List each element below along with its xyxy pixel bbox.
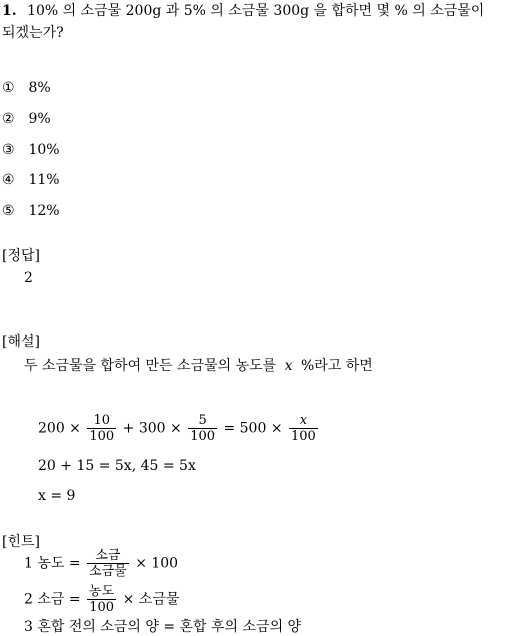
option-1-mark: ① <box>2 80 15 96</box>
hint-2-fraction-den: 100 <box>89 600 115 615</box>
hint-2-post: × 소금물 <box>122 591 180 608</box>
eq1-fraction-2-den: 100 <box>190 429 216 444</box>
hint-2-fraction <box>87 584 116 615</box>
equation-3: x = 9 <box>38 488 76 504</box>
eq1-fraction-3-den: 100 <box>291 429 316 444</box>
hint-1-fraction <box>87 548 129 579</box>
eq1-fraction-1-den: 100 <box>89 429 115 444</box>
equation-2: 20 + 15 = 5x, 45 = 5x <box>38 458 196 474</box>
question-number: 1. <box>2 3 17 19</box>
eq1-term-b: + 300 × <box>122 420 182 437</box>
hint-2-fraction-num: 농도 <box>89 584 115 599</box>
question-text-line-2: 되겠는가? <box>2 25 64 41</box>
eq1-fraction-2-num: 5 <box>188 413 217 429</box>
answer-label: [정답] <box>2 248 40 264</box>
hint-3: 3 혼합 전의 소금의 양 = 혼합 후의 소금의 양 <box>24 619 302 635</box>
eq1-term-c: = 500 × <box>223 420 283 437</box>
option-3-mark: ③ <box>2 142 15 158</box>
eq1-fraction-3 <box>289 413 318 444</box>
hint-2 <box>24 584 179 615</box>
option-4-text: 11% <box>28 172 60 188</box>
option-4-mark: ④ <box>2 172 15 188</box>
eq1-fraction-1-num: 10 <box>87 413 116 429</box>
option-4[interactable] <box>2 172 60 188</box>
hint-1 <box>24 548 178 579</box>
eq1-fraction-2 <box>188 413 217 444</box>
question-text-line-1: 10% 의 소금물 200g 과 5% 의 소금물 300g 을 합하면 몇 % 의 소금물이 <box>27 3 485 19</box>
equation-1 <box>38 413 320 444</box>
question-line-1 <box>2 0 484 20</box>
hint-1-post: × 100 <box>135 555 179 572</box>
hint-1-pre: 1 농도 = <box>24 555 81 572</box>
hint-2-pre: 2 소금 = <box>24 591 81 608</box>
option-2-mark: ② <box>2 111 15 127</box>
explanation-intro-pre: 두 소금물을 합하여 만든 소금물의 농도를 <box>24 358 277 374</box>
explanation-intro <box>24 355 373 375</box>
eq1-term-a: 200 × <box>38 420 81 437</box>
explanation-intro-post: %라고 하면 <box>300 358 373 374</box>
eq1-fraction-1 <box>87 413 116 444</box>
hint-label: [힌트] <box>2 534 40 550</box>
hint-1-fraction-num: 소금 <box>87 548 129 564</box>
option-3-text: 10% <box>28 142 60 158</box>
option-2-text: 9% <box>28 111 51 127</box>
option-5-mark: ⑤ <box>2 203 15 219</box>
option-5[interactable] <box>2 203 60 219</box>
option-5-text: 12% <box>28 203 60 219</box>
option-1-text: 8% <box>28 80 51 96</box>
eq1-fraction-3-num: x <box>289 413 318 429</box>
answer-value: 2 <box>24 270 33 286</box>
explanation-label: [해설] <box>2 334 40 350</box>
hint-1-fraction-den: 소금물 <box>89 564 127 579</box>
option-1[interactable] <box>2 80 51 96</box>
option-3[interactable] <box>2 142 60 158</box>
option-2[interactable] <box>2 111 51 127</box>
explanation-intro-var: x <box>284 358 293 374</box>
